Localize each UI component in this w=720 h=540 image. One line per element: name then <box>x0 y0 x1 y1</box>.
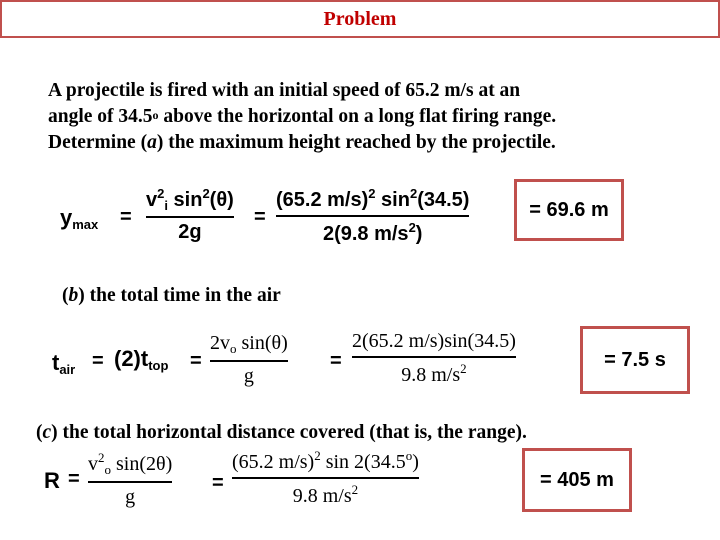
equals-sign: = <box>120 206 132 228</box>
problem-line-3: Determine (a) the maximum height reached by the projectile. <box>48 132 556 153</box>
tair-symbol: $t_{air}$ <box>52 350 76 377</box>
fraction-a1: $v^2_i$ $\sin^2(\theta)$ 2g <box>146 186 234 243</box>
equals-sign: = <box>254 206 266 228</box>
equals-sign: = <box>68 468 80 490</box>
equals-sign: = <box>212 472 224 494</box>
page-title: Problem <box>323 7 397 30</box>
equals-sign: = <box>330 350 342 372</box>
fraction-c2: (65.2 m/s)$^2$ sin 2(34.5$^o$) 9.8 $m/s^2$ <box>232 448 419 507</box>
answer-box-b: = 7.5 s <box>580 326 690 394</box>
part-c-label: (c) the total horizontal distance covered (that is, the range). <box>36 422 527 443</box>
part-b-label: (b) the total time in the air <box>62 285 281 306</box>
problem-statement <box>48 78 708 156</box>
fraction-a2: (65.2 m/s)$^2$ $\sin^2(34.5)$ 2(9.8 $m/s^2$) <box>276 186 470 245</box>
fraction-b2: 2(65.2 m/s)sin(34.5) 9.8 $m/s^2$ <box>352 330 516 386</box>
ymax-symbol: $y_{max}$ <box>60 205 99 232</box>
fraction-c1: $v^2_o$ sin(2θ) g <box>88 450 173 508</box>
problem-line-2: angle of 34.5$^o$ above the horizontal on a long flat firing range. <box>48 106 557 127</box>
problem-line-1: A projectile is fired with an initial speed of 65.2 m/s at an <box>48 80 521 101</box>
equals-sign: = <box>190 350 202 372</box>
coefficient-term: $(2)t_{top}$ <box>114 346 169 373</box>
fraction-b1: $2v_o$ sin(θ) g <box>210 332 288 387</box>
answer-box-a: = 69.6 m <box>514 179 624 241</box>
range-symbol: R <box>44 468 60 493</box>
title-bar <box>0 0 720 38</box>
answer-box-c: = 405 m <box>522 448 632 512</box>
equals-sign: = <box>92 350 104 372</box>
